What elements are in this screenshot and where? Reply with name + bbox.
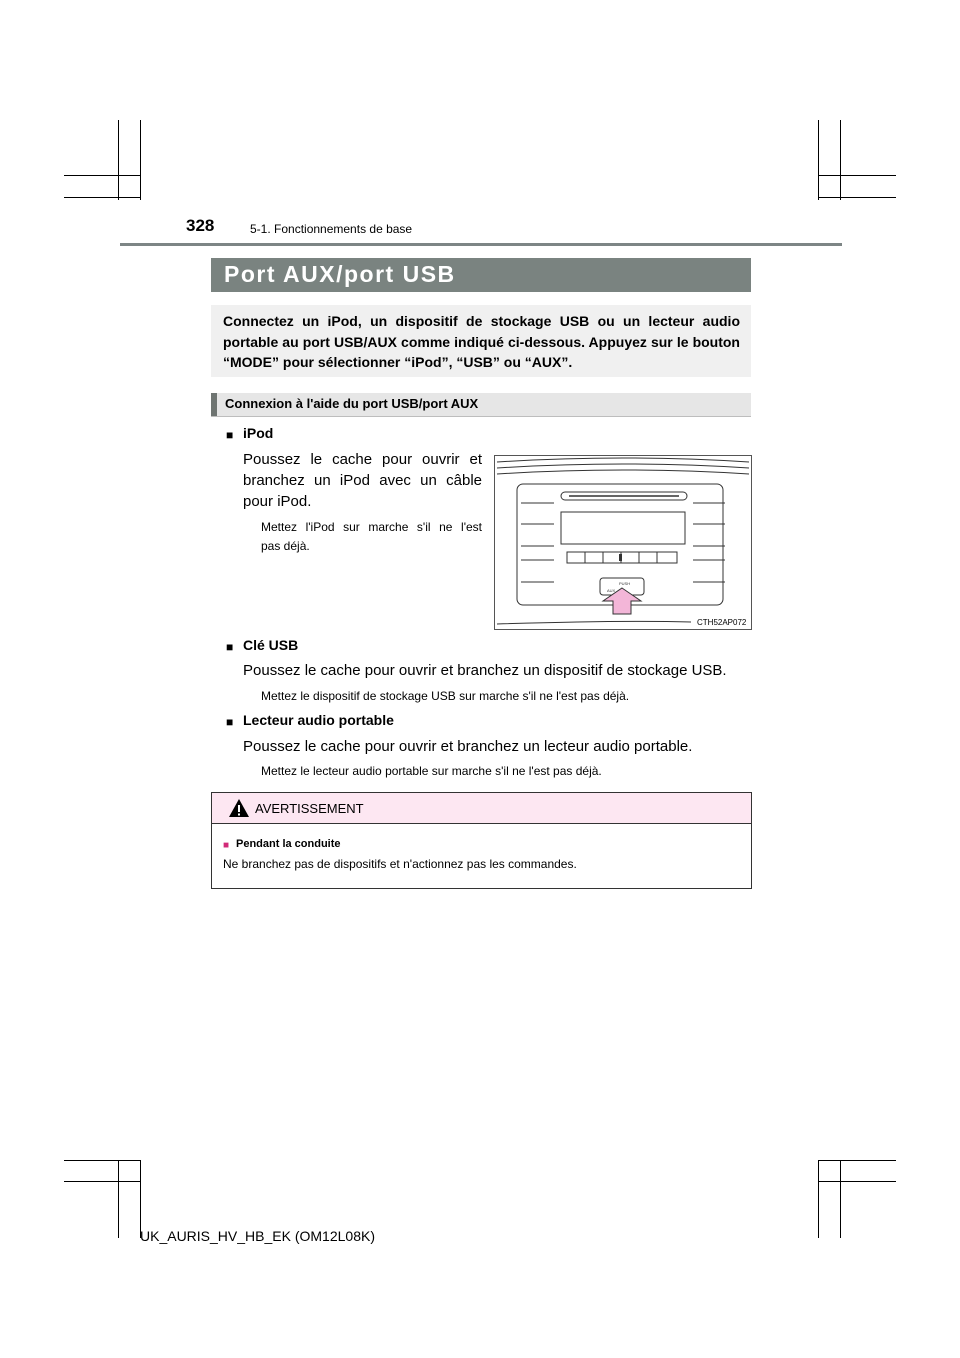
aux-label: AUX [607,588,616,593]
intro-text: Connectez un iPod, un dispositif de stockage USB ou un lecteur audio portable au port USB/AUX comme indiqué ci-dessous. Appuyez sur le bouton “MODE” pour sélectionner “iPod”, “USB” ou “AUX”. [223,313,740,370]
item-body-portable: Poussez le cache pour ouvrir et branchez un lecteur audio portable. [243,738,693,755]
item-note-portable: Mettez le lecteur audio portable sur marche s'il ne l'est pas déjà. [261,764,602,778]
body-line: Poussez le cache pour ouvrir et [243,451,482,468]
title-bar [211,258,751,292]
subsection-bar [211,393,751,417]
warning-body: Ne branchez pas de dispositifs et n'actionnez pas les commandes. [223,857,577,871]
section-label: 5-1. Fonctionnements de base [250,222,413,236]
illustration-code: CTH52AP072 [697,618,747,627]
subsection-accent [211,393,217,416]
note-line: pas déjà. [261,539,310,553]
warning-triangle-icon [228,798,250,818]
square-bullet-icon: ■ [226,428,234,442]
item-heading-usb: Clé USB [243,637,299,653]
body-line: pour iPod. [243,493,312,510]
header-rule [120,243,842,246]
item-note-usb: Mettez le dispositif de stockage USB sur marche s'il ne l'est pas déjà. [261,689,630,703]
page-title: Port AUX/port USB [224,261,456,287]
page-number: 328 [186,216,215,235]
item-heading-portable: Lecteur audio portable [243,712,394,728]
warning-box [211,792,752,889]
note-line: Mettez l'iPod sur marche s'il ne l'est [261,520,482,534]
square-bullet-icon: ■ [226,640,234,654]
warning-title: AVERTISSEMENT [255,801,364,816]
item-heading-ipod: iPod [243,425,274,441]
item-body-usb: Poussez le cache pour ouvrir et branchez un dispositif de stockage USB. [243,662,727,679]
square-bullet-icon: ■ [223,840,230,851]
intro-box [211,305,751,377]
warning-subheading: Pendant la conduite [236,838,341,850]
square-bullet-icon: ■ [226,715,234,729]
audio-unit-illustration [494,455,752,630]
footer-document-code: UK_AURIS_HV_HB_EK (OM12L08K) [140,1228,375,1244]
subsection-title: Connexion à l'aide du port USB/port AUX [225,396,479,411]
item-body-ipod [243,449,482,512]
push-label: PUSH [619,581,631,586]
item-note-ipod [261,518,482,556]
warning-header [212,793,751,824]
audio-unit-drawing [495,456,751,629]
body-line: branchez un iPod avec un câble [243,472,482,489]
